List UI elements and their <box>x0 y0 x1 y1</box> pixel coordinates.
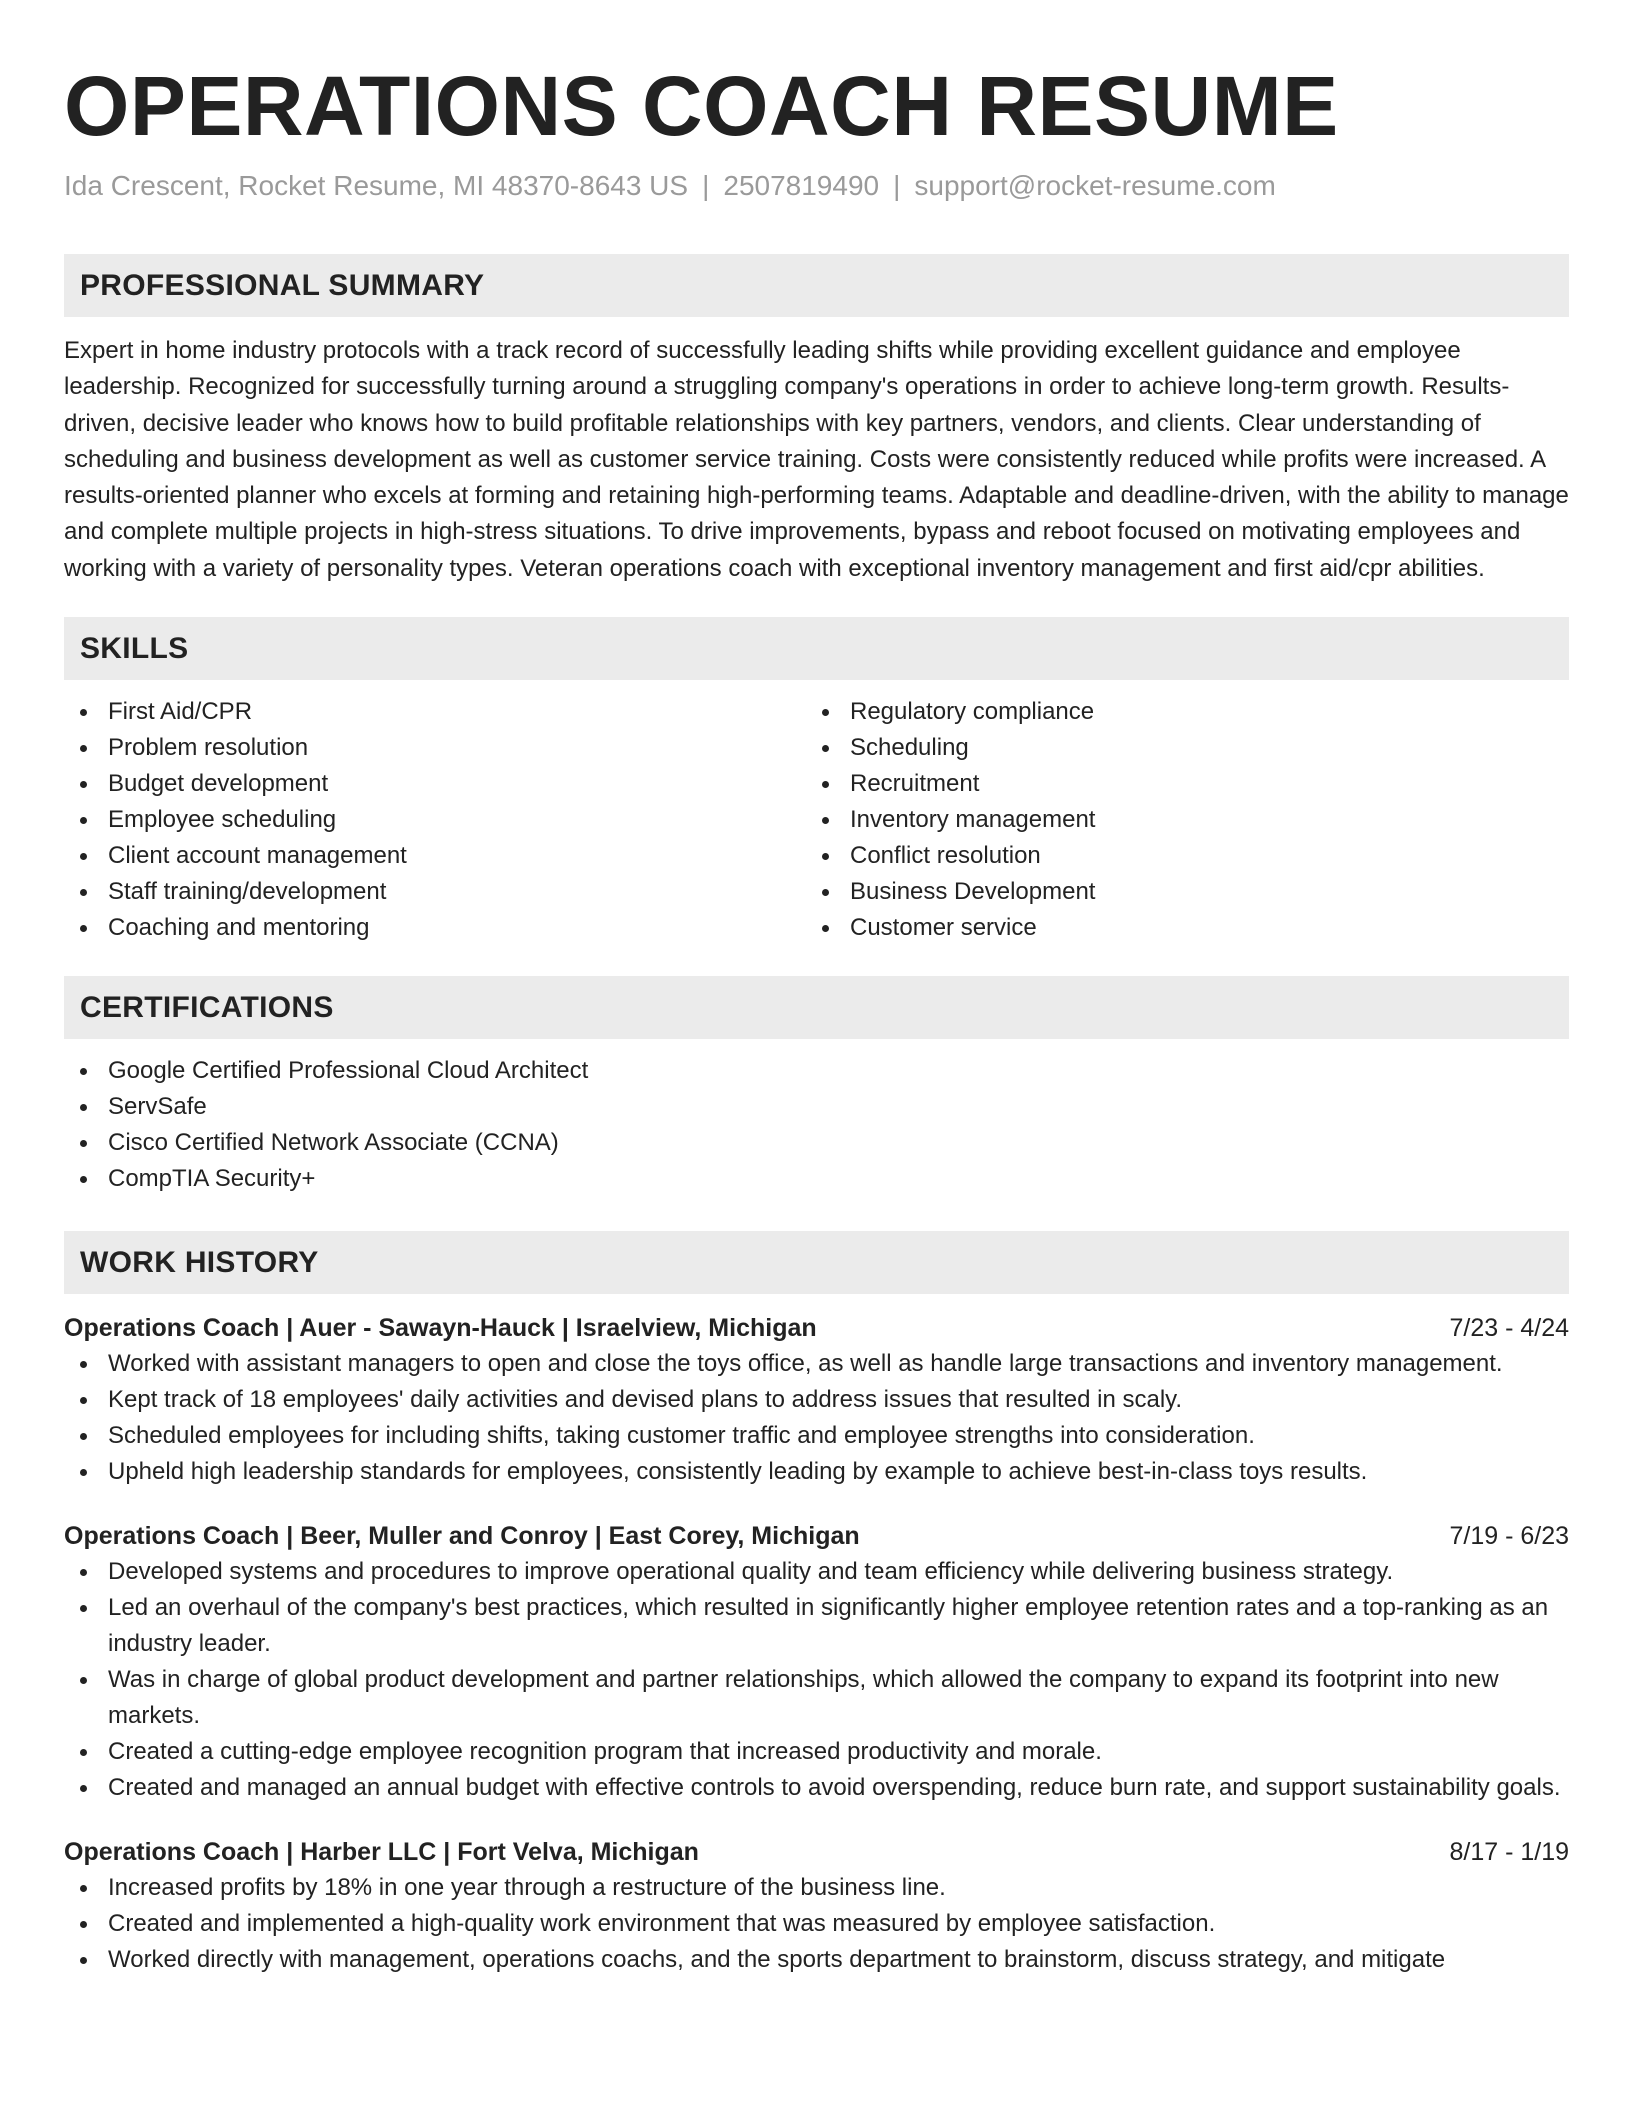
skills-grid <box>64 694 1569 946</box>
skill-item: Business Development <box>806 874 1548 910</box>
job-header <box>64 1310 1569 1346</box>
job-bullet: Worked directly with management, operations coachs, and the sports department to brainstorm, discuss strategy, and mitigate <box>64 1942 1569 1978</box>
job-bullets <box>64 1554 1569 1806</box>
job-entry <box>64 1834 1569 1978</box>
certification-item: Cisco Certified Network Associate (CCNA) <box>64 1125 1569 1161</box>
job-bullet: Created and implemented a high-quality work environment that was measured by employee satisfaction. <box>64 1906 1569 1942</box>
skill-item: Problem resolution <box>64 730 806 766</box>
certification-item: Google Certified Professional Cloud Architect <box>64 1053 1569 1089</box>
job-title: Operations Coach | Beer, Muller and Conroy | East Corey, Michigan <box>64 1522 860 1551</box>
job-header <box>64 1834 1569 1870</box>
skill-item: Conflict resolution <box>806 838 1548 874</box>
job-dates: 7/19 - 6/23 <box>1449 1522 1569 1551</box>
job-entry <box>64 1518 1569 1806</box>
job-bullets <box>64 1346 1569 1490</box>
skill-item: Regulatory compliance <box>806 694 1548 730</box>
skill-item: Inventory management <box>806 802 1548 838</box>
skill-item: Scheduling <box>806 730 1548 766</box>
contact-address: Ida Crescent, Rocket Resume, MI 48370-8643 US <box>64 170 689 201</box>
skill-item: Recruitment <box>806 766 1548 802</box>
job-header <box>64 1518 1569 1554</box>
job-title: Operations Coach | Auer - Sawayn-Hauck | Israelview, Michigan <box>64 1314 817 1343</box>
job-entry <box>64 1310 1569 1490</box>
job-bullet: Worked with assistant managers to open and close the toys office, as well as handle large transactions and inventory management. <box>64 1346 1569 1382</box>
certifications-section <box>64 976 1569 1197</box>
job-bullet: Created a cutting-edge employee recognition program that increased productivity and morale. <box>64 1734 1569 1770</box>
certification-item: CompTIA Security+ <box>64 1161 1569 1197</box>
job-bullet: Upheld high leadership standards for employees, consistently leading by example to achieve best-in-class toys results. <box>64 1454 1569 1490</box>
certification-item: ServSafe <box>64 1089 1569 1125</box>
job-bullets <box>64 1870 1569 1978</box>
skill-item: Coaching and mentoring <box>64 910 806 946</box>
contact-email: support@rocket-resume.com <box>914 170 1276 201</box>
skill-item: Client account management <box>64 838 806 874</box>
summary-heading: PROFESSIONAL SUMMARY <box>64 254 1569 317</box>
work-history-section <box>64 1231 1569 1978</box>
contact-separator: | <box>893 170 901 201</box>
skill-item: Customer service <box>806 910 1548 946</box>
skill-item: First Aid/CPR <box>64 694 806 730</box>
certifications-list <box>64 1053 1569 1197</box>
job-bullet: Developed systems and procedures to improve operational quality and team efficiency while delivering business strategy. <box>64 1554 1569 1590</box>
job-bullet: Kept track of 18 employees' daily activities and devised plans to address issues that resulted in scaly. <box>64 1382 1569 1418</box>
summary-section <box>64 254 1569 587</box>
job-bullet: Was in charge of global product development and partner relationships, which allowed the company to expand its footprint into new markets. <box>64 1662 1569 1734</box>
certifications-heading: CERTIFICATIONS <box>64 976 1569 1039</box>
resume-page <box>64 0 1569 1978</box>
contact-phone: 2507819490 <box>723 170 880 201</box>
skill-item: Employee scheduling <box>64 802 806 838</box>
job-dates: 8/17 - 1/19 <box>1449 1838 1569 1867</box>
job-bullet: Created and managed an annual budget with effective controls to avoid overspending, reduce burn rate, and support sustainability goals. <box>64 1770 1569 1806</box>
skills-list-right <box>806 694 1548 946</box>
summary-text: Expert in home industry protocols with a track record of successfully leading shifts while providing excellent guidance and employee leadership. Recognized for successfully turning around a struggling company's operations in order to achieve long-term growth. Results-driven, decisive leader who knows how to build profitable relationships with key partners, vendors, and clients. Clear understanding of scheduling and business development as well as customer service training. Costs were consistently reduced while profits were increased. A results-oriented planner who excels at forming and retaining high-performing teams. Adaptable and deadline-driven, with the ability to manage and complete multiple projects in high-stress situations. To drive improvements, bypass and reboot focused on motivating employees and working with a variety of personality types. Veteran operations coach with exceptional inventory management and first aid/cpr abilities. <box>64 337 1569 582</box>
skill-item: Staff training/development <box>64 874 806 910</box>
skills-section <box>64 617 1569 946</box>
skill-item: Budget development <box>64 766 806 802</box>
job-title: Operations Coach | Harber LLC | Fort Velva, Michigan <box>64 1838 699 1867</box>
job-bullet: Led an overhaul of the company's best practices, which resulted in significantly higher employee retention rates and a top-ranking as an industry leader. <box>64 1590 1569 1662</box>
skills-heading: SKILLS <box>64 617 1569 680</box>
skills-list-left <box>64 694 806 946</box>
contact-line <box>64 168 1569 204</box>
work-history-heading: WORK HISTORY <box>64 1231 1569 1294</box>
job-bullet: Increased profits by 18% in one year through a restructure of the business line. <box>64 1870 1569 1906</box>
resume-title: OPERATIONS COACH RESUME <box>64 59 1339 153</box>
job-bullet: Scheduled employees for including shifts, taking customer traffic and employee strengths into consideration. <box>64 1418 1569 1454</box>
contact-separator: | <box>702 170 710 201</box>
job-dates: 7/23 - 4/24 <box>1449 1314 1569 1343</box>
